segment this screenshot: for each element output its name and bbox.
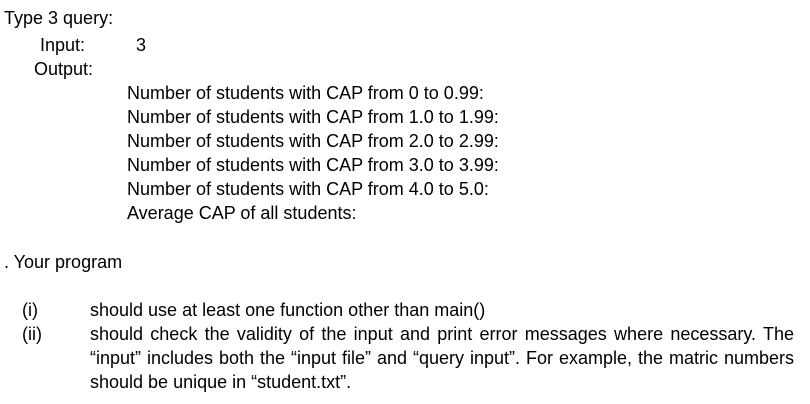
requirement-text-i: should use at least one function other than main(): [90, 300, 486, 320]
input-value: 3: [136, 35, 147, 55]
output-lines: [127, 81, 499, 225]
output-line-average-cap: Average CAP of all students:: [127, 203, 357, 223]
requirement-number-i: (i): [22, 300, 38, 320]
output-line-cap-0: Number of students with CAP from 0 to 0.99:: [127, 83, 484, 103]
output-line-cap-4: Number of students with CAP from 4.0 to 5.0:: [127, 179, 489, 199]
output-line-cap-2: Number of students with CAP from 2.0 to 2.99:: [127, 131, 499, 151]
output-line-cap-1: Number of students with CAP from 1.0 to 1.99:: [127, 107, 499, 127]
query-heading: Type 3 query:: [4, 8, 114, 28]
requirement-number-ii: (ii): [22, 324, 42, 344]
requirement-text-ii: should check the validity of the input and print error messages where necessary. The “input” includes both the “input file” and “query input”. For example, the matric numbers should be unique in “student.txt”.: [90, 324, 794, 392]
output-label: Output:: [34, 59, 94, 79]
input-label: Input:: [40, 35, 86, 55]
program-heading: . Your program: [4, 252, 123, 272]
output-line-cap-3: Number of students with CAP from 3.0 to 3.99:: [127, 155, 499, 175]
